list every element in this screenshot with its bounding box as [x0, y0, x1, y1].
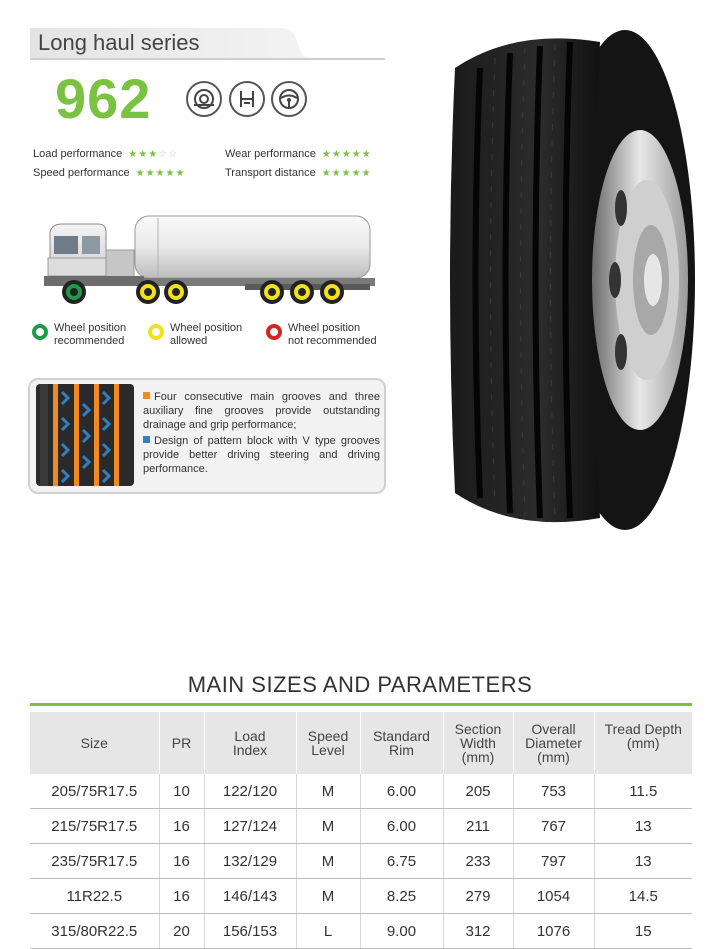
- table-row: 315/80R22.5 20 156/153 L 9.00 312 1076 15: [30, 914, 692, 949]
- col-overall-diameter: Overall Diameter (mm): [513, 712, 594, 774]
- wheel-drive-1: [136, 280, 160, 304]
- highway-icon: [229, 81, 265, 117]
- table-row: 205/75R17.5 10 122/120 M 6.00 205 753 11.5: [30, 774, 692, 809]
- table-row: 235/75R17.5 16 132/129 M 6.75 233 797 13: [30, 844, 692, 879]
- truck-illustration: [40, 210, 380, 310]
- rating-speed: [33, 167, 185, 179]
- legend-line: not recommended: [288, 335, 377, 347]
- rating-label: Transport distance: [225, 167, 316, 179]
- table-row: 11R22.5 16 146/143 M 8.25 279 1054 14.5: [30, 879, 692, 914]
- col-tread-depth: Tread Depth (mm): [594, 712, 692, 774]
- title-underline: [30, 703, 692, 706]
- blue-square-icon: [143, 436, 150, 443]
- model-number: 962: [55, 67, 152, 130]
- col-standard-rim: Standard Rim: [360, 712, 443, 774]
- rating-label: Load performance: [33, 148, 123, 160]
- legend-line: recommended: [54, 335, 125, 347]
- star-rating: ★★★★★: [321, 168, 372, 179]
- star-rating: ★★★☆☆: [128, 149, 179, 160]
- feature-item: [143, 390, 380, 432]
- tire-brake-icon: [186, 81, 222, 117]
- feature-item: [143, 434, 380, 476]
- legend-line: Wheel position: [54, 322, 127, 334]
- col-pr: PR: [159, 712, 204, 774]
- star-rating: ★★★★★: [135, 168, 186, 179]
- col-load-index: Load Index: [204, 712, 296, 774]
- col-size: Size: [30, 712, 159, 774]
- star-rating: ★★★★★: [321, 149, 372, 160]
- series-title: Long haul series: [38, 30, 200, 55]
- steering-wheel-icon: [271, 81, 307, 117]
- parameters-table: [30, 712, 692, 949]
- col-speed-level: Speed Level: [296, 712, 360, 774]
- col-section-width: Section Width (mm): [443, 712, 513, 774]
- wheel-drive-2: [164, 280, 188, 304]
- rating-load: [33, 148, 178, 160]
- feature-list: [143, 390, 380, 478]
- tread-pattern-image: [36, 384, 134, 486]
- rating-label: Wear performance: [225, 148, 316, 160]
- wheel-trailer-1: [260, 280, 284, 304]
- not-recommended-ring-icon: [266, 324, 282, 340]
- table-title: MAIN SIZES AND PARAMETERS: [187, 672, 533, 697]
- wheel-trailer-3: [320, 280, 344, 304]
- legend-line: allowed: [170, 335, 208, 347]
- feature-text: Design of pattern block with V type grooves provide better driving steering and driving performance.: [143, 435, 380, 475]
- legend-line: Wheel position: [288, 322, 361, 334]
- rating-label: Speed performance: [33, 167, 130, 179]
- wheel-front: [62, 280, 86, 304]
- legend-allowed: [170, 322, 242, 348]
- legend-not-recommended: [288, 322, 377, 348]
- rating-wear: [225, 148, 372, 160]
- legend-line: Wheel position: [170, 322, 243, 334]
- feature-text: Four consecutive main grooves and three auxiliary fine grooves provide outstanding drainage and grip performance;: [143, 391, 380, 431]
- legend-recommended: [54, 322, 126, 348]
- tire-image: [425, 28, 695, 533]
- recommended-ring-icon: [32, 324, 48, 340]
- table-row: 215/75R17.5 16 127/124 M 6.00 211 767 13: [30, 809, 692, 844]
- orange-square-icon: [143, 392, 150, 399]
- wheel-trailer-2: [290, 280, 314, 304]
- rating-transport: [225, 167, 372, 179]
- allowed-ring-icon: [148, 324, 164, 340]
- table-header-row: [30, 712, 692, 774]
